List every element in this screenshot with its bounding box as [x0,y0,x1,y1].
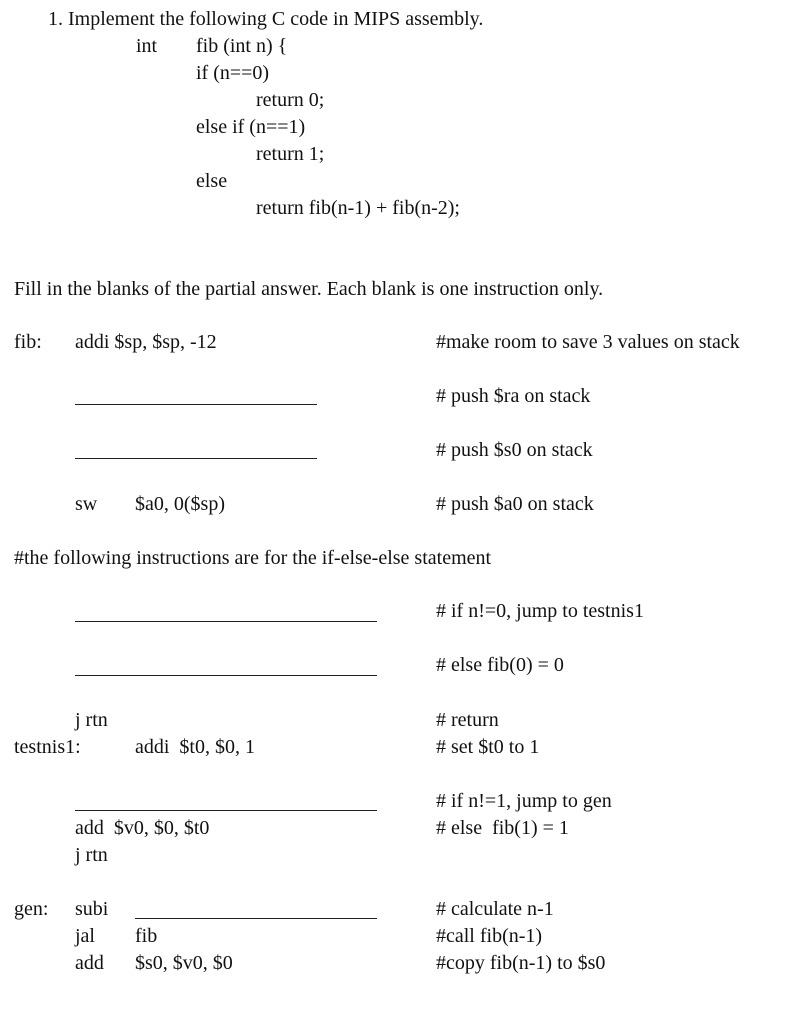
section-comment: #the following instructions are for the if-else-else statement [14,547,492,569]
instr-sw: sw [75,493,98,515]
comment-copy: #copy fib(n-1) to $s0 [436,952,606,974]
comment-else-fib1: # else fib(1) = 1 [436,817,569,839]
instr-j-rtn-1: j rtn [75,709,108,731]
label-fib: fib: [14,331,42,353]
code-return-0: return 0; [256,89,325,111]
code-else: else [196,170,228,192]
label-gen: gen: [14,898,49,920]
blank-if-n-not-0[interactable] [75,621,377,622]
instr-add-s0-args: $s0, $v0, $0 [135,952,233,974]
instr-jal-arg: fib [135,925,158,947]
comment-push-ra: # push $ra on stack [436,385,591,407]
code-return-recursive: return fib(n-1) + fib(n-2); [256,197,460,219]
comment-push-s0: # push $s0 on stack [436,439,593,461]
instr-subi: subi [75,898,109,920]
blank-subi-args[interactable] [135,918,377,919]
code-else-if: else if (n==1) [196,116,306,138]
comment-make-room: #make room to save 3 values on stack [436,331,740,353]
code-signature: fib (int n) { [196,35,288,57]
comment-push-a0: # push $a0 on stack [436,493,594,515]
blank-push-s0[interactable] [75,458,317,459]
instruction-text: Fill in the blanks of the partial answer. Each blank is one instruction only. [14,278,604,300]
comment-set-t0: # set $t0 to 1 [436,736,540,758]
code-return-type: int [136,35,158,57]
question-heading: 1. Implement the following C code in MIPS assembly. [48,8,484,30]
comment-return: # return [436,709,499,731]
instr-j-rtn-2: j rtn [75,844,108,866]
comment-call: #call fib(n-1) [436,925,543,947]
label-testnis1: testnis1: [14,736,81,758]
code-return-1: return 1; [256,143,325,165]
instr-add-s0: add [75,952,104,974]
instr-addi-sp: addi $sp, $sp, -12 [75,331,217,353]
comment-if-n-not-0: # if n!=0, jump to testnis1 [436,600,644,622]
comment-if-n-not-1: # if n!=1, jump to gen [436,790,612,812]
instr-jal: jal [75,925,95,947]
instr-addi-t0: addi $t0, $0, 1 [135,736,255,758]
comment-calculate: # calculate n-1 [436,898,554,920]
blank-if-n-not-1[interactable] [75,810,377,811]
instr-add-v0: add $v0, $0, $t0 [75,817,210,839]
comment-else-fib0: # else fib(0) = 0 [436,654,564,676]
blank-push-ra[interactable] [75,404,317,405]
instr-sw-args: $a0, 0($sp) [135,493,225,515]
blank-else-fib0[interactable] [75,675,377,676]
code-if: if (n==0) [196,62,270,84]
